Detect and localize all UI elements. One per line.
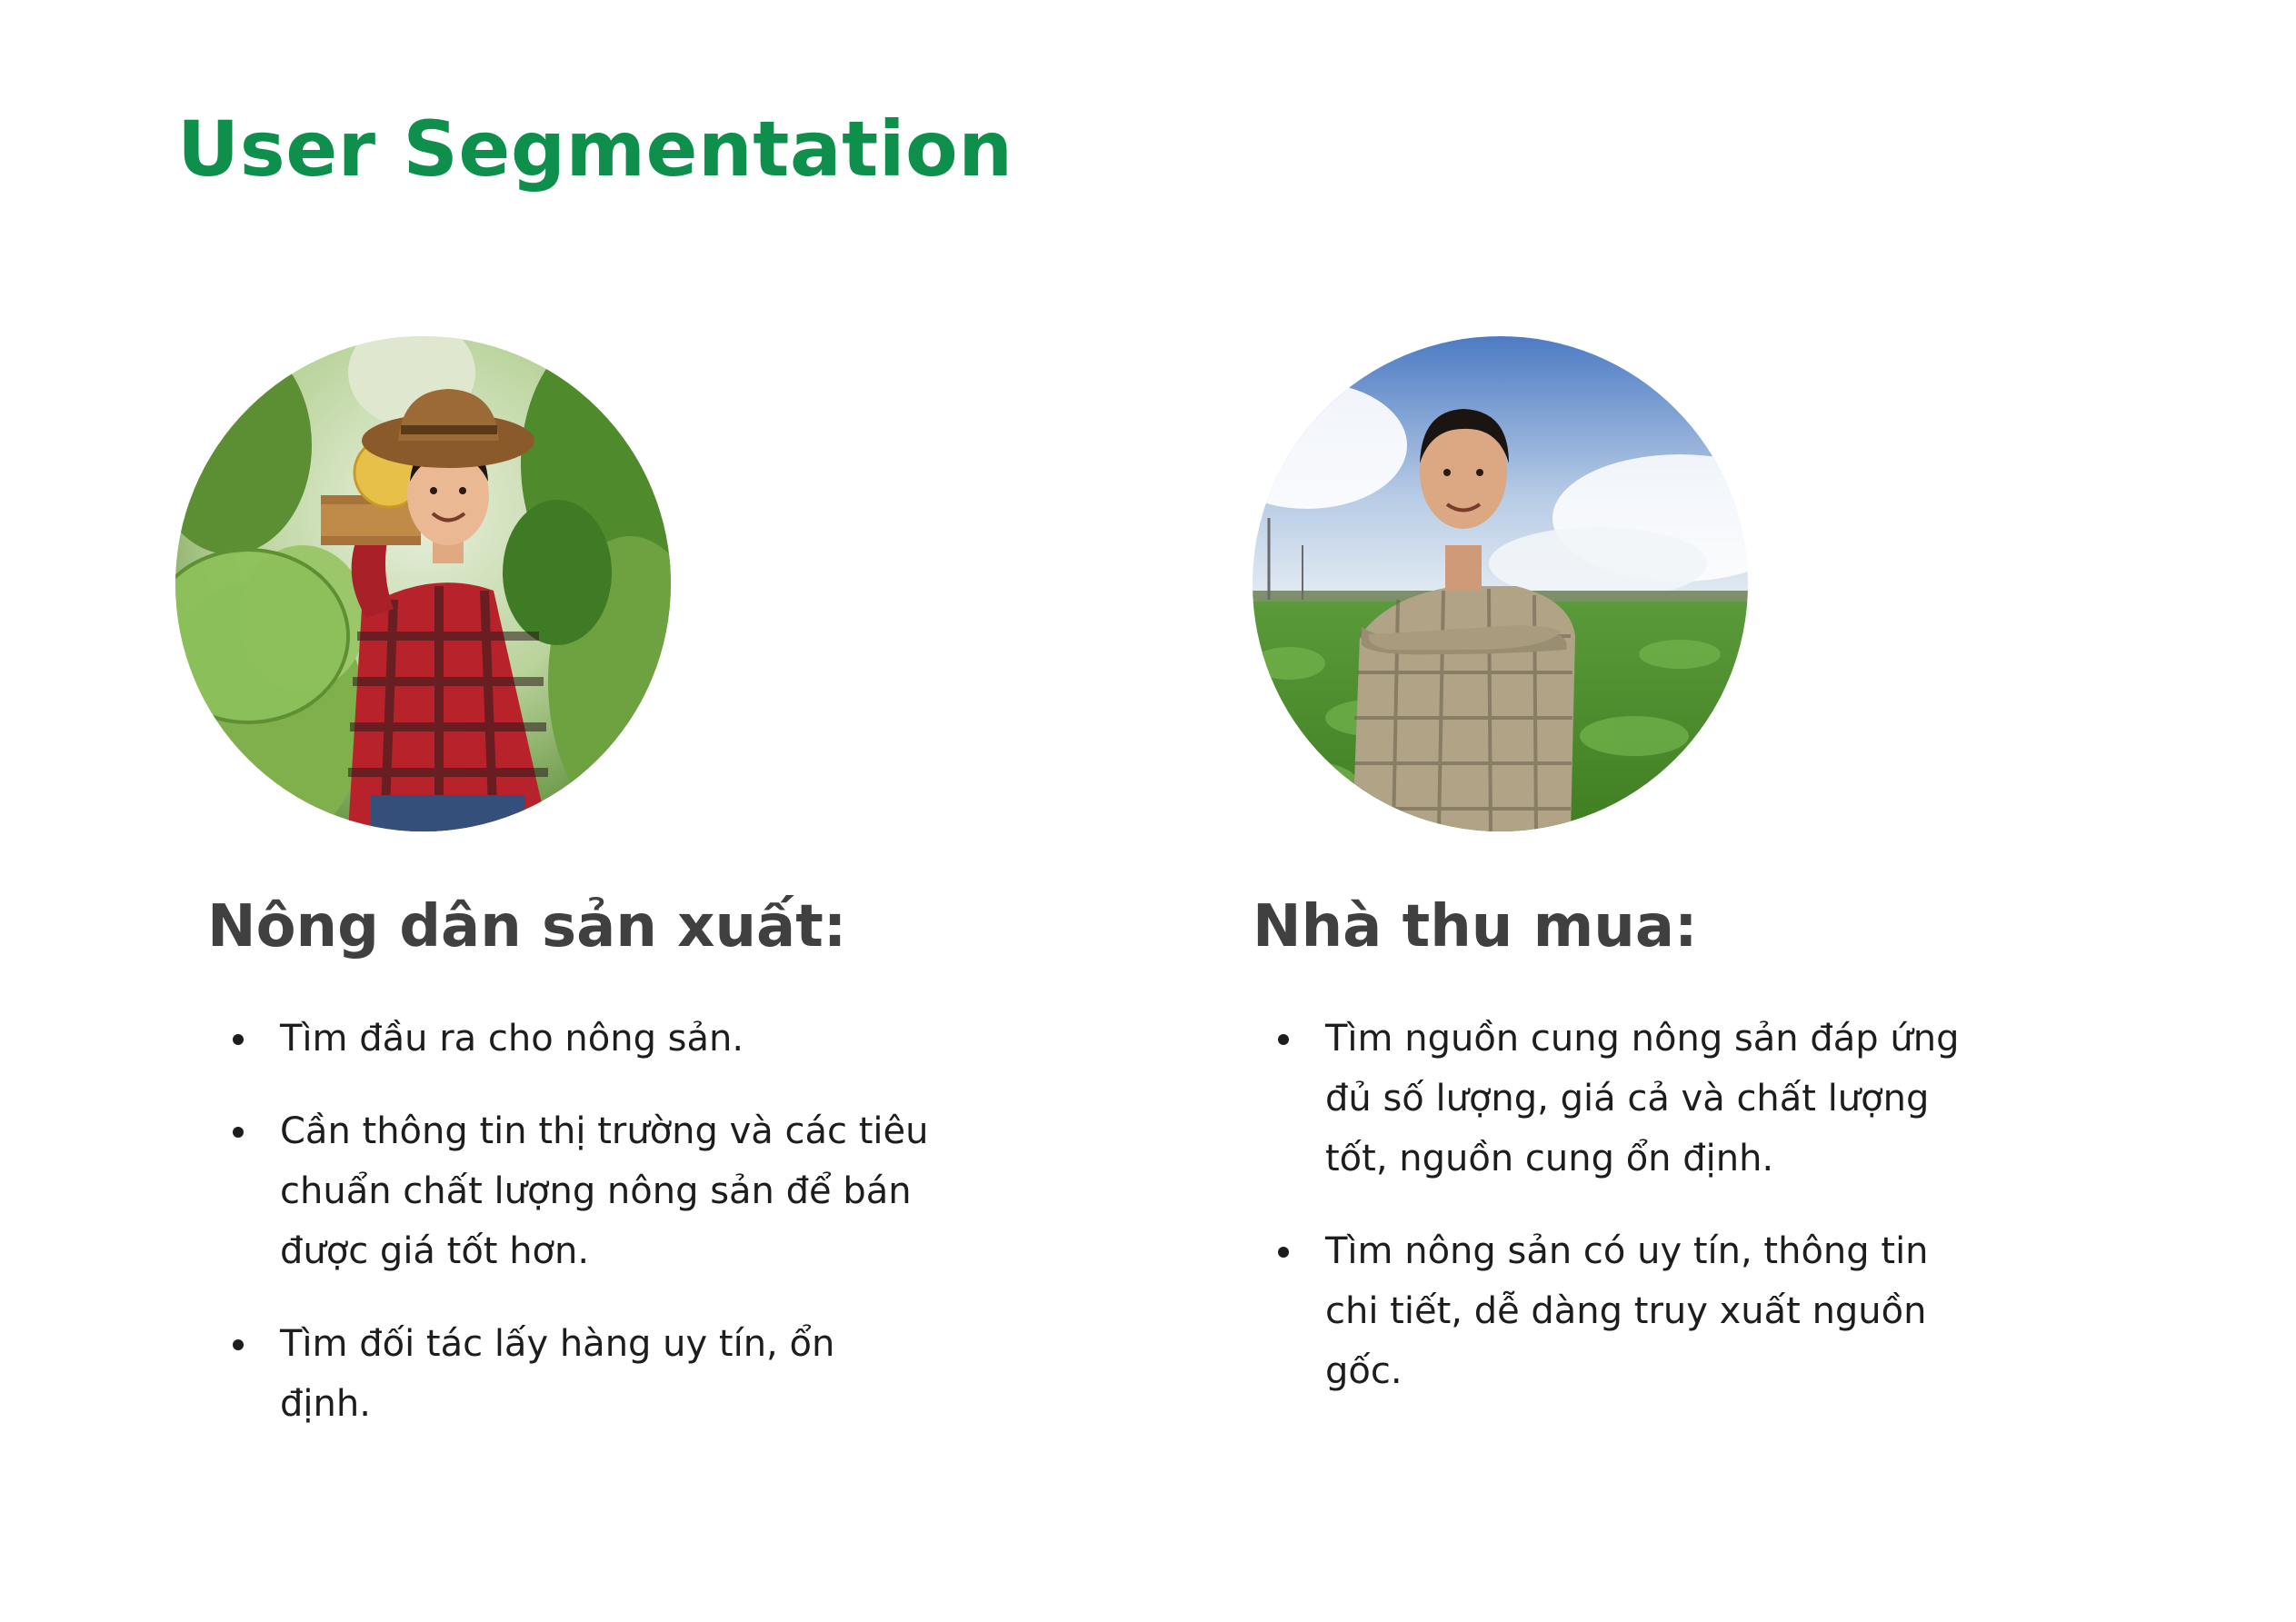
needs-list xyxy=(1271,1009,1980,1434)
farmer-photo xyxy=(175,336,671,831)
segment-heading: Nhà thu mua: xyxy=(1253,893,1698,960)
list-item xyxy=(225,1101,934,1281)
list-item xyxy=(1271,1009,1980,1189)
bullet-icon xyxy=(233,1034,244,1045)
page-title: User Segmentation xyxy=(177,104,1013,194)
bullet-icon xyxy=(233,1127,244,1138)
list-item-text: Tìm nông sản có uy tín, thông tin chi tiết, dễ dàng truy xuất nguồn gốc. xyxy=(1325,1230,1929,1392)
buyer-photo xyxy=(1253,336,1748,831)
needs-list xyxy=(225,1009,934,1467)
list-item-text: Tìm đối tác lấy hàng uy tín, ổn định. xyxy=(280,1323,835,1425)
segment-farmer xyxy=(175,336,993,1425)
list-item-text: Tìm đầu ra cho nông sản. xyxy=(280,1018,744,1060)
segment-heading: Nông dân sản xuất: xyxy=(207,893,847,960)
bullet-icon xyxy=(233,1339,244,1350)
list-item-text: Tìm nguồn cung nông sản đáp ứng đủ số lượng, giá cả và chất lượng tốt, nguồn cung ổn định. xyxy=(1325,1018,1960,1179)
bullet-icon xyxy=(1278,1247,1289,1258)
list-item-text: Cần thông tin thị trường và các tiêu chuẩn chất lượng nông sản để bán được giá tốt hơn. xyxy=(280,1110,929,1272)
bullet-icon xyxy=(1278,1034,1289,1045)
list-item xyxy=(225,1314,934,1434)
list-item xyxy=(1271,1221,1980,1401)
list-item xyxy=(225,1009,934,1069)
segment-buyer xyxy=(1253,336,2071,1392)
